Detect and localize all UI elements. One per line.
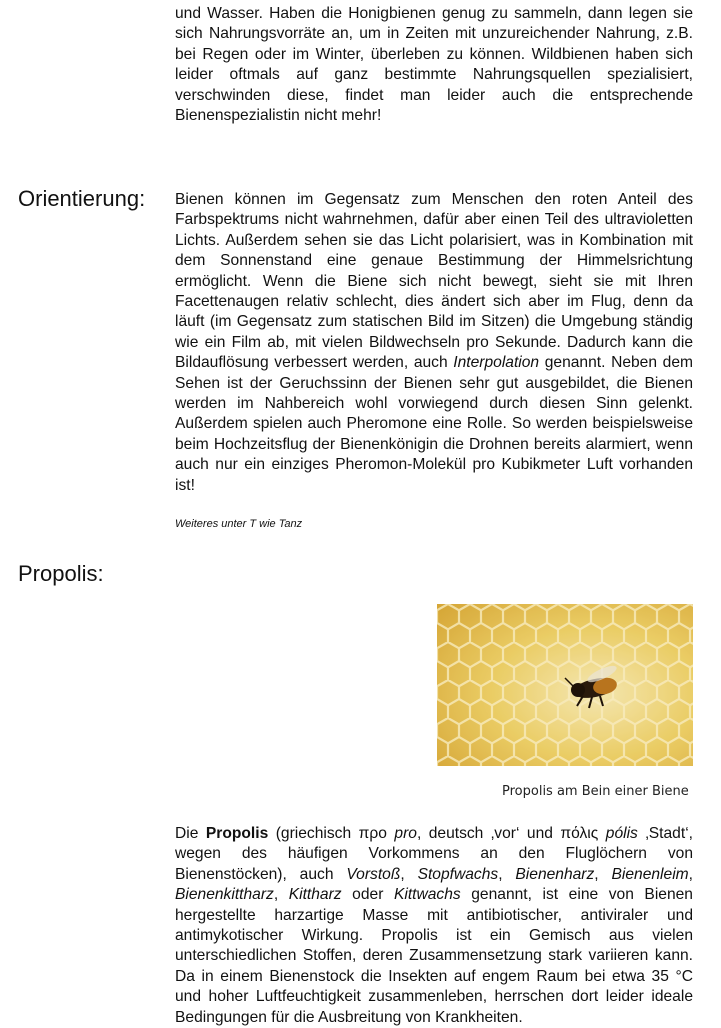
propolis-text: (griechisch πρo [268, 825, 395, 842]
orientierung-text-2: genannt. Neben dem Sehen ist der Geruchssinn der Bienen sehr gut ausgebildet, die Bienen werden im Nahbereich wohl vorwiegend durch diesen Sinn gelenkt. Außerdem spielen auch Pheromone eine Rolle. So werden beispielsweise beim Hochzeitsflug der Bienenkönigin die Drohnen bereits alarmiert, wenn auch nur ein einziges Pheromon-Molekül pro Kubikmeter Luft vorhanden ist! [175, 354, 693, 494]
greek-term: pólis [605, 825, 638, 842]
heading-orientierung: Orientierung: [18, 186, 146, 211]
propolis-text: oder [341, 886, 394, 904]
propolis-paragraph [175, 824, 693, 1028]
interpolation-term: Interpolation [453, 354, 540, 372]
synonym-term: Kittwachs [393, 886, 461, 904]
intro-paragraph: und Wasser. Haben die Honigbienen genug zu sammeln, dann legen sie sich Nahrungsvorräte an, um in Zeiten mit unzureichender Nahrung, z.B. bei Regen oder im Winter, überleben zu können. Wildbienen haben sich leider oftmals auf ganz bestimmte Nahrungsquellen spezialisiert, verschwinden diese, findet man leider auch die entsprechende Bienenspezialistin nicht mehr! [175, 5, 693, 125]
image-caption: Propolis am Bein einer Biene [502, 784, 689, 799]
propolis-text: , [400, 865, 418, 883]
synonym-term: Kittharz [288, 886, 342, 904]
propolis-text: , [688, 865, 693, 883]
orientierung-paragraph [175, 190, 693, 496]
propolis-term: Propolis [205, 825, 269, 842]
propolis-text: Die [175, 825, 206, 842]
propolis-text: genannt, ist eine von Bienen hergestellte harzartige Masse mit antibiotischer, antiviraler und antimykotischer Wirkung. Propolis ist ein Gemisch aus vielen unterschiedlichen Stoffen, deren Zusammensetzung stark variieren kann. Da in einem Bienenstock die Insekten auf engem Raum bei etwa 35 °C und hoher Luftfeuchtigkeit zusammenleben, herrschen dort leider ideale Bedingungen für die Ausbreitung von Krankheiten. [175, 886, 693, 1026]
synonym-term: Bienenkittharz [175, 886, 274, 904]
propolis-text: , [594, 865, 612, 883]
greek-term: pro [394, 825, 417, 842]
propolis-text: , [498, 865, 516, 883]
orientierung-text-1: Bienen können im Gegensatz zum Menschen den roten Anteil des Farbspektrums nicht wahrnehmen, dafür aber einen Teil des ultravioletten Lichts. Außerdem sehen sie das Licht polarisiert, was in Kombination mit dem Sonnenstand eine genaue Bestimmung der Himmelsrichtung ermöglicht. Wenn die Biene sich nicht bewegt, sieht sie mit Ihren Facettenaugen relativ schlecht, dies ändert sich aber im Flug, denn da läuft (im Gegensatz zum statischen Bild im Sitzen) die Umgebung ständig wie ein Film ab, mit vielen Bildwechseln pro Sekunde. Dadurch kann die Bildauflösung verbessert werden, auch [175, 191, 693, 372]
propolis-text: , [273, 886, 289, 904]
synonym-term: Bienenharz [515, 865, 595, 883]
synonym-term: Bienenleim [611, 865, 689, 883]
synonym-term: Vorstoß [346, 865, 401, 883]
cross-reference-note: Weiteres unter T wie Tanz [175, 518, 303, 530]
honeycomb-bee-photo [437, 604, 693, 766]
heading-propolis: Propolis: [18, 561, 104, 586]
propolis-text: ‚Stadt‘, wegen des häufigen Vorkommens an den Fluglöchern von Bienenstöcken), auch [175, 825, 693, 883]
propolis-text: , deutsch ‚vor‘ und πόλις [416, 825, 606, 842]
synonym-term: Stopfwachs [417, 865, 499, 883]
